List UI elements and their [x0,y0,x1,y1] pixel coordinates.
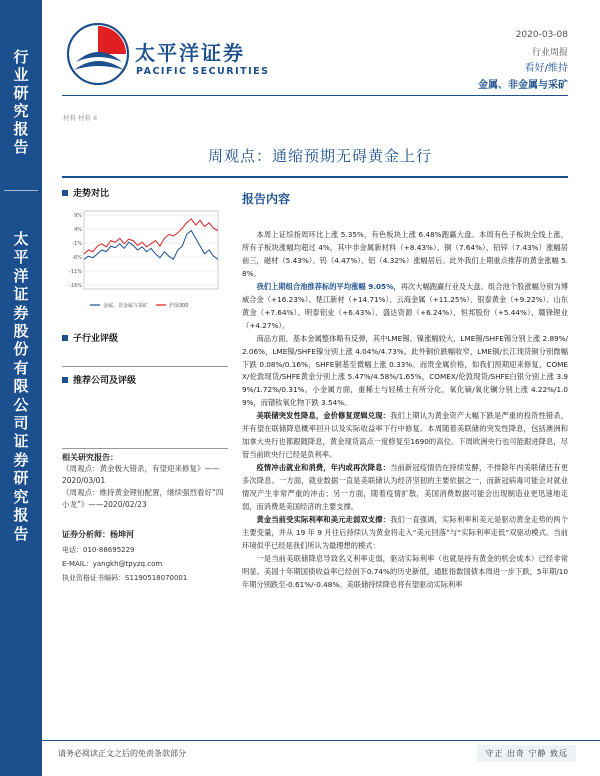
brand-name: 太平洋证券 [135,41,245,65]
sidebar-char: 究 [13,102,29,120]
sidebar-char: 司 [13,414,29,433]
square-bullet-icon [62,335,68,341]
footer-disclaimer: 请务必阅读正文之后的免责条款部分 [58,749,186,758]
chart-tick-label: -16% [69,283,82,289]
content-paragraph: 疫情冲击就业和消费，年内或再次降息：当前新冠疫情仍在持续发酵，不排除年内美联储还有更多次降息。一方面，就业数据一直是美联储认为经济坚韧的主要依据之一，而新冠病毒可能会对就业情况产生非常严重的冲击；另一方面，随着疫情扩散，美国消费数据可能会出现制造业更迅速地走弱，而消费是美国经济的主要支撑。 [242,463,568,512]
report-date: 2020-03-08 [515,30,568,40]
chart-legend-label: 金属、非金属与采矿 [103,303,149,309]
sidebar-char: 限 [13,377,29,396]
sidebar-char: 研 [13,469,29,488]
trend-chart [62,205,228,317]
chart-legend-label: 沪深300 [169,303,189,309]
report-title: 周观点：通缩预期无碍黄金上行 [207,147,432,165]
title-divider [62,176,568,178]
pacific-securities-logo-icon [66,22,130,86]
square-bullet-icon [62,377,68,383]
sidebar-char: 研 [13,84,29,102]
analyst-license: 执业资格证书编码：S1190518070001 [62,574,188,582]
sidebar-char: 有 [13,358,29,377]
related-report-link[interactable]: 《周观点：维持黄金锂铂配置，继续强烈看好“四小龙”》——2020/02/23 [62,488,224,509]
divider [62,366,228,367]
sidebar-report-category [0,48,42,156]
company-heading: 推荐公司及评级 [62,373,228,386]
chart-tick-label: 9% [74,213,82,219]
footer-divider [42,740,600,741]
content-paragraph: 商品方面，基本金属整体略有反弹，其中LME锡、镍涨幅较大，LME锡/SHFE锡分别上涨 2.89%/2.06%，LME镍/SHFE镍分别上涨 4.04%/4.73%。此外铜价跌幅收窄，LME铜/长江现货铜分别微幅下跌 0.08%/0.16%，SHFE铜基至微幅上涨 0.33%。而贵金属价格，如我们预期迎来修复，COMEX/伦敦现货/SHFE黄金分别上涨 5.47%/4.58%/1.65%，COMEX/伦敦现货/SHFE白银分别上涨 3.99%/1.72%/0.31%。小金属方面，重稀土与轻稀土有所分化，氧化镝/氧化镧分别上涨 4.22%/1.09%，而镨钕氧化物下跌 3.54%。 [242,333,568,408]
related-report-link[interactable]: 《周观点：黄金极大错杀，有望迎来修复》——2020/03/01 [62,464,220,485]
subindustry-heading: 子行业评级 [62,331,228,344]
chart-tick-label: -6% [72,255,82,261]
sidebar-char: 券 [13,450,29,469]
sidebar-char: 究 [13,487,29,506]
industry-rating: 看好/维持 [524,63,568,74]
report-type: 行业周报 [531,48,568,58]
report-content [242,190,568,592]
sidebar-char: 公 [13,395,29,414]
sidebar-char: 洋 [13,266,29,285]
divider [62,448,228,449]
chart-tick-label: -11% [69,269,82,275]
sidebar-char: 业 [13,66,29,84]
sidebar-char: 平 [13,248,29,267]
analyst-email[interactable]: E-MAIL：yangkh@tpyzq.com [62,560,163,568]
sidebar-char: 证 [13,432,29,451]
sidebar-char: 告 [13,138,29,156]
sidebar [0,0,42,776]
trend-heading: 走势对比 [62,186,228,199]
sidebar-char: 券 [13,303,29,322]
content-paragraph: 本周上证综指周环比上涨 5.35%，有色板块上涨 6.48%跑赢大盘。本周有色子板块全线上涨，所有子板块涨幅均超过 4%，其中非金属新材料（+8.43%）、铜（7.64%）、铅锌（7.43%）涨幅居前三，磁材（5.43%）、钨（4.47%）、铝（4.32%）涨幅居后。此外我们上期重点推荐的黄金涨幅 5.8%。 [242,230,568,278]
content-heading: 报告内容 [242,192,291,206]
sidebar-char: 太 [13,230,29,248]
content-paragraph: 我们上期组合池推荐标的平均涨幅 9.05%，再次大幅跑赢行业及大盘。组合池个股涨幅分别为博威合金（+16.23%）、楚江新材（+14.71%）、云海金属（+11.25%）、银泰黄金（+9.22%）、山东黄金（+7.64%）、明泰铝业（+6.43%）、盛达资源（+6.24%）、恒邦股份（+5.44%）、赣锋锂业（+4.27%）。 [242,281,569,330]
sidebar-char: 份 [13,340,29,359]
sidebar-char: 告 [13,524,29,543]
square-bullet-icon [62,190,68,196]
footer-motto: 守正 出奇 宁静 致远 [477,745,576,762]
header-divider [62,95,568,96]
sector-name: 金属、非金属与采矿 [478,80,568,91]
sidebar-char: 股 [13,322,29,341]
breadcrumb: 材料 材料 II [63,114,97,122]
content-paragraph: 美联储突发性降息，金价修复逻辑兑现：我们上期认为黄金资产大幅下跌是严重的投资性错杀，并有望在联储降息概率回升以及实际收益率下行中修复。本周随着美联储的突发性降息，包括澳洲和加拿大央行也都跟随降息，黄金现货高点一度修复至1690的高位。下周欧洲央行也可能跟进降息，尽管当前欧央行已经是负利率。 [242,411,568,460]
brand-name-english: PACIFIC SECURITIES [136,66,270,77]
left-column [62,186,228,584]
content-paragraph: 一是当前美联储降息导致名义利率走弱，驱动实际利率（也就是持有黄金的机会成本）已经非常明显。美国十年期国债收益率已经创下0.74%的历史新低，通胀指数国债本周进一步下跌，5年期/10年期分别跌至-0.61%/-0.48%。美联储持续降息将有望驱动实际利率 [242,553,568,589]
related-reports-heading: 相关研究报告： [62,453,118,462]
sidebar-char: 证 [13,285,29,304]
chart-tick-label: -1% [72,241,82,247]
sidebar-divider [4,190,38,191]
chart-tick-label: 4% [74,227,82,233]
sidebar-char: 报 [13,506,29,525]
sidebar-char: 行 [13,48,29,66]
analyst-name: 证券分析师：杨坤河 [62,530,134,539]
sidebar-company-label [0,230,42,543]
sidebar-char: 报 [13,120,29,138]
content-paragraph: 黄金当前受实际利率和美元走弱双支撑：我们一直强调，实际利率和美元是驱动黄金走势的两个主要变量，并从 19 年 9 月往后持续认为黄金将走入“美元回落”与“实际利率走低”双驱动模式。当前环境似乎已经是我们所认为最理想的模式： [242,514,568,550]
analyst-phone: 电话：010-88695229 [62,546,135,554]
